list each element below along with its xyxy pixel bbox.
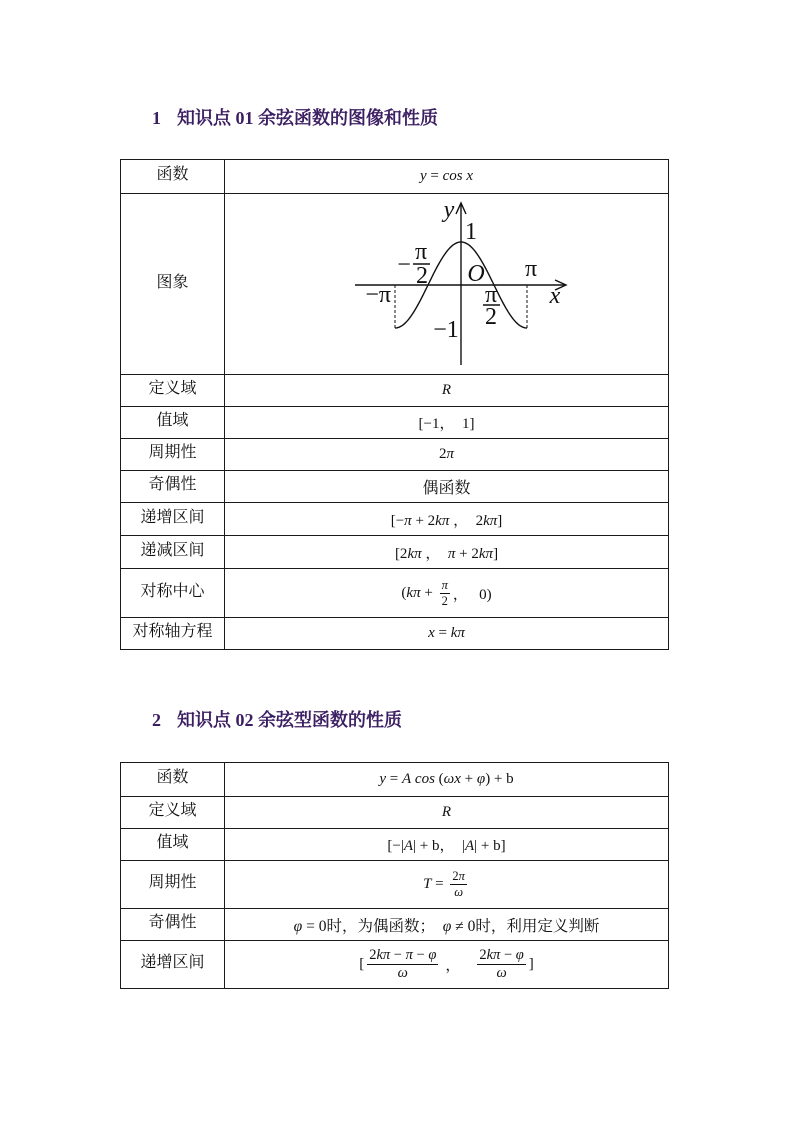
function-value-cell [225, 160, 669, 194]
function-formula: y = A cos (ωx + φ) + b [379, 771, 514, 787]
origin-label: O [467, 261, 485, 287]
section-1-number: 1 [152, 108, 161, 128]
fraction-denominator: ω [454, 885, 464, 899]
function-label: 函数 [121, 763, 225, 797]
interval-open-bracket: [ [359, 956, 365, 972]
range-value: [−|A| + b， |A| + b] [387, 838, 506, 854]
parity-label: 奇偶性 [121, 471, 225, 503]
increasing-interval-label: 递增区间 [121, 941, 225, 989]
symmetry-center-fraction [440, 578, 450, 609]
domain-value-cell [225, 375, 669, 407]
range-value-cell [225, 829, 669, 861]
interval-close-bracket: ] [528, 956, 534, 972]
graph-cell [225, 194, 669, 375]
symmetry-center-value-cell [225, 569, 669, 618]
max-value-label: 1 [465, 219, 477, 245]
decreasing-interval-value: [2kπ ， π + 2kπ] [394, 545, 499, 562]
symmetry-center-prefix: (kπ + [401, 584, 437, 601]
section-2-title: 知识点 02 余弦型函数的性质 [177, 710, 402, 730]
half-pi-denominator: 2 [485, 304, 497, 330]
range-value-cell [225, 407, 669, 439]
parity-value-cell [225, 471, 669, 503]
section-1-heading [152, 107, 438, 129]
period-prefix: T = [423, 876, 448, 892]
fraction-numerator: 2kπ − φ [477, 947, 525, 965]
decreasing-interval-value-cell [225, 536, 669, 569]
increasing-interval-label: 递增区间 [121, 503, 225, 536]
section-1-title: 知识点 01 余弦函数的图像和性质 [177, 108, 438, 128]
period-value-cell [225, 861, 669, 909]
pi-label: π [524, 256, 538, 282]
neg-half-pi-denominator: 2 [416, 263, 428, 289]
fraction-denominator: 2 [441, 593, 448, 608]
domain-label: 定义域 [121, 797, 225, 829]
graph-label: 图象 [121, 194, 225, 375]
neg-half-pi-sign: − [397, 252, 411, 278]
parity-value-cell [225, 909, 669, 941]
period-fraction [450, 869, 467, 900]
domain-value: R [441, 804, 452, 820]
function-value-cell [225, 763, 669, 797]
fraction-denominator: ω [496, 965, 507, 981]
period-label: 周期性 [121, 861, 225, 909]
section-2-number: 2 [152, 710, 161, 730]
fraction-numerator: π [441, 577, 448, 592]
range-value: [−1， 1] [418, 416, 475, 432]
increasing-interval-value: [−π + 2kπ ， 2kπ] [390, 512, 503, 529]
min-value-label: −1 [433, 317, 459, 343]
fraction-numerator: 2kπ − π − φ [367, 947, 438, 965]
domain-value-cell [225, 797, 669, 829]
symmetry-center-suffix: ， 0) [452, 586, 492, 603]
domain-label: 定义域 [121, 375, 225, 407]
parity-value: φ = 0时，为偶函数； φ ≠ 0时，利用定义判断 [293, 917, 600, 935]
cosine-graph [350, 198, 570, 368]
symmetry-center-label: 对称中心 [121, 569, 225, 618]
range-label: 值域 [121, 407, 225, 439]
symmetry-axis-value-cell [225, 618, 669, 650]
fraction-numerator: 2π [452, 869, 465, 883]
parity-label: 奇偶性 [121, 909, 225, 941]
decreasing-interval-label: 递减区间 [121, 536, 225, 569]
period-value-cell [225, 439, 669, 471]
y-axis-label: y [443, 198, 455, 223]
cosine-function-properties-table [120, 159, 669, 650]
section-2-heading [152, 709, 402, 731]
half-pi-numerator: π [484, 282, 498, 308]
parity-value: 偶函数 [422, 478, 471, 497]
period-label: 周期性 [121, 439, 225, 471]
function-label: 函数 [121, 160, 225, 194]
cosine-type-function-properties-table [120, 762, 669, 989]
fraction-denominator: ω [397, 965, 408, 981]
x-axis-label: x [549, 283, 561, 309]
function-formula: y = cos x [419, 168, 474, 184]
range-label: 值域 [121, 829, 225, 861]
increasing-interval-value-cell [225, 503, 669, 536]
domain-value: R [441, 382, 452, 398]
increasing-interval-value-cell [225, 941, 669, 989]
interval-right-fraction [477, 947, 525, 983]
period-value: 2π [438, 446, 454, 462]
interval-separator: ， [445, 958, 461, 974]
interval-left-fraction [367, 947, 438, 983]
neg-pi-label: −π [365, 282, 391, 308]
symmetry-axis-label: 对称轴方程 [121, 618, 225, 650]
symmetry-axis-value: x = kπ [428, 625, 465, 641]
neg-half-pi-numerator: π [414, 239, 428, 265]
